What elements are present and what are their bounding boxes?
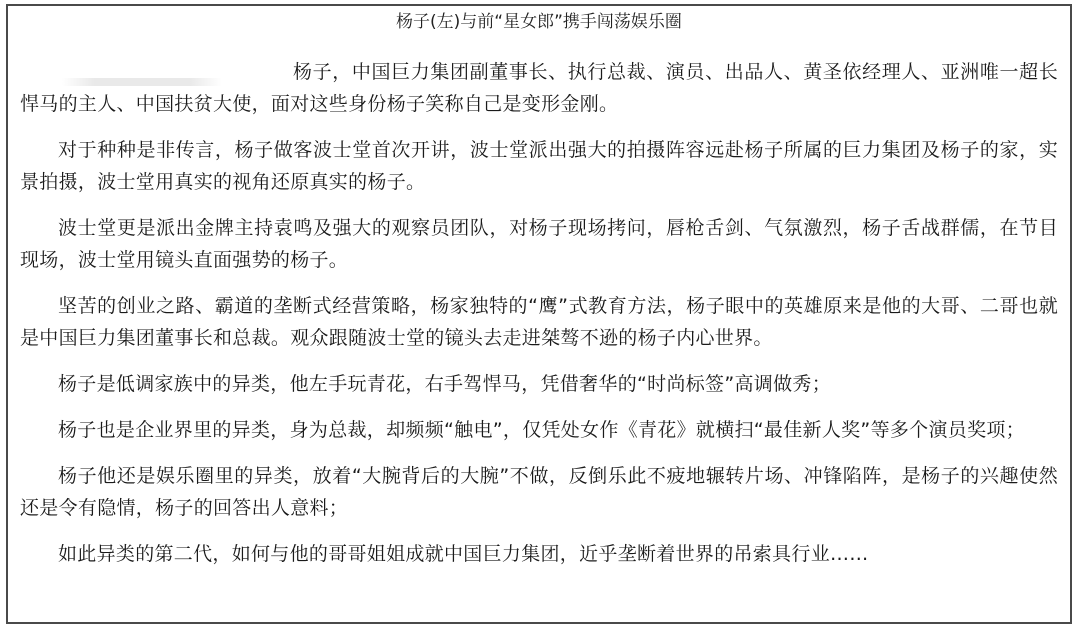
- paragraph: 坚苦的创业之路、霸道的垄断式经营策略，杨家独特的“鹰”式教育方法，杨子眼中的英雄原来是他的大哥、二哥也就是中国巨力集团董事长和总裁。观众跟随波士堂的镜头去走进桀骜不逊的杨子内心世界。: [20, 295, 1058, 349]
- paragraph: 杨子也是企业界里的异类，身为总裁，却频频“触电”，仅凭处女作《青花》就横扫“最佳新人奖”等多个演员奖项；: [58, 419, 1025, 441]
- document-frame: [6, 4, 1072, 624]
- paragraph: 杨子他还是娱乐圈里的异类，放着“大腕背后的大腕”不做，反倒乐此不疲地辗转片场、冲锋陷阵，是杨子的兴趣使然还是令有隐情，杨子的回答出人意料；: [20, 465, 1058, 519]
- paragraph: 如此异类的第二代，如何与他的哥哥姐姐成就中国巨力集团，近乎垄断着世界的吊索具行业……: [58, 543, 869, 565]
- paragraph: 波士堂更是派出金牌主持袁鸣及强大的观察员团队，对杨子现场拷问，唇枪舌剑、气氛激烈，杨子舌战群儒，在节目现场，波士堂用镜头直面强势的杨子。: [20, 217, 1058, 271]
- paragraph: 杨子是低调家族中的异类，他左手玩青花，右手驾悍马，凭借奢华的“时尚标签”高调做秀；: [58, 373, 831, 395]
- image-caption: 杨子(左)与前“星女郎”携手闯荡娱乐圈: [396, 12, 682, 32]
- paragraph: 对于种种是非传言，杨子做客波士堂首次开讲，波士堂派出强大的拍摄阵容远赴杨子所属的巨力集团及杨子的家，实景拍摄，波士堂用真实的视角还原真实的杨子。: [20, 139, 1058, 193]
- article-body: [20, 56, 1058, 584]
- paragraph: 杨子，中国巨力集团副董事长、执行总裁、演员、出品人、黄圣依经理人、亚洲唯一超长悍马的主人、中国扶贫大使，面对这些身份杨子笑称自己是变形金刚。: [20, 61, 1058, 115]
